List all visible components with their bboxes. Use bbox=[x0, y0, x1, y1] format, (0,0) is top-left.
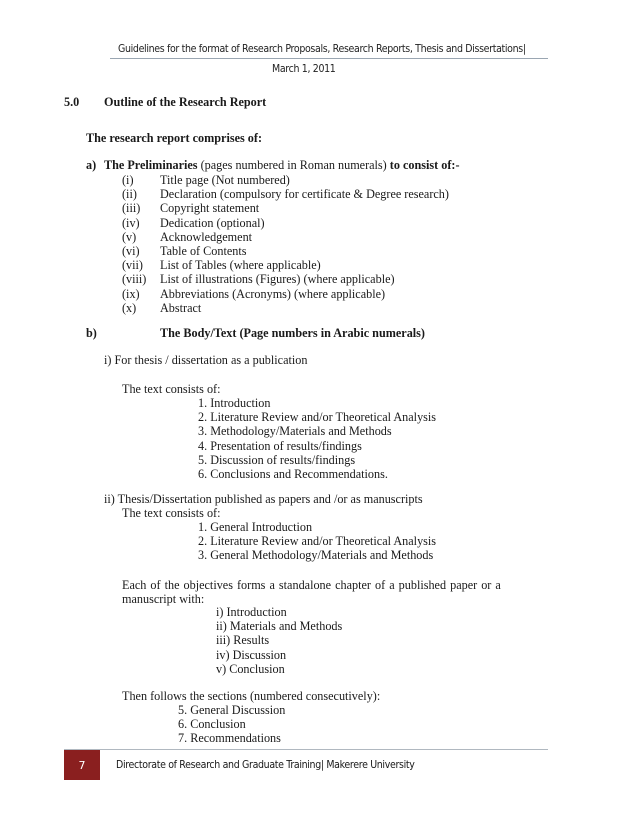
footer-rule bbox=[64, 749, 548, 750]
section-item: 7. Recommendations bbox=[178, 731, 281, 746]
part2-paragraph-line2: manuscript with: bbox=[122, 592, 205, 606]
footer-text: Directorate of Research and Graduate Training| Makerere University bbox=[116, 758, 415, 771]
body-title: The Body/Text (Page numbers in Arabic numerals) bbox=[160, 326, 425, 340]
running-header-title: Guidelines for the format of Research Proposals, Research Reports, Thesis and Dissertations| bbox=[118, 42, 526, 55]
part2-consists: The text consists of: bbox=[122, 506, 221, 520]
prelim-item-number: (v) bbox=[122, 229, 137, 244]
sub-item: ii) Materials and Methods bbox=[216, 619, 343, 634]
part1-item: 2. Literature Review and/or Theoretical Analysis bbox=[198, 410, 437, 425]
header-rule bbox=[110, 58, 548, 59]
prelim-heading bbox=[104, 158, 460, 172]
prelim-item-text: Abstract bbox=[160, 300, 202, 315]
section-title: Outline of the Research Report bbox=[104, 95, 267, 109]
part2-item: 3. General Methodology/Materials and Methods bbox=[198, 548, 434, 563]
part1-consists: The text consists of: bbox=[122, 382, 221, 396]
prelim-consist: to consist of:- bbox=[389, 158, 460, 172]
prelim-item-text: List of illustrations (Figures) (where applicable) bbox=[160, 272, 395, 287]
part1-item: 4. Presentation of results/findings bbox=[198, 438, 362, 453]
intro-text: The research report comprises of: bbox=[86, 131, 262, 145]
prelim-item-text: Abbreviations (Acronyms) (where applicable) bbox=[160, 286, 386, 301]
part2-item: 1. General Introduction bbox=[198, 520, 313, 534]
prelim-item-text: Dedication (optional) bbox=[160, 215, 265, 230]
part1-item: 3. Methodology/Materials and Methods bbox=[198, 424, 392, 439]
prelim-item-number: (ii) bbox=[122, 187, 137, 202]
prelim-letter: a) bbox=[86, 158, 97, 172]
prelim-item-number: (i) bbox=[122, 173, 134, 187]
page-number: 7 bbox=[78, 758, 86, 772]
part2-paragraph-line1: Each of the objectives forms a standalone chapter of a published paper or a bbox=[122, 578, 501, 592]
prelim-item-number: (vi) bbox=[122, 244, 140, 258]
header-date: March 1, 2011 bbox=[272, 62, 336, 75]
prelim-item-number: (x) bbox=[122, 300, 137, 315]
sub-item: iv) Discussion bbox=[216, 647, 287, 662]
section-item: 6. Conclusion bbox=[178, 717, 246, 732]
prelim-item-text: Copyright statement bbox=[160, 201, 260, 216]
prelim-item-text: Acknowledgement bbox=[160, 229, 253, 244]
part2-item: 2. Literature Review and/or Theoretical Analysis bbox=[198, 534, 437, 549]
section-item: 5. General Discussion bbox=[178, 703, 286, 717]
prelim-item-number: (viii) bbox=[122, 272, 147, 287]
prelim-note: (pages numbered in Roman numerals) bbox=[197, 158, 390, 172]
prelim-item-number: (vii) bbox=[122, 258, 143, 273]
prelim-item-number: (ix) bbox=[122, 286, 140, 301]
part2-heading: ii) Thesis/Dissertation published as papers and /or as manuscripts bbox=[104, 492, 423, 506]
sub-item: iii) Results bbox=[216, 633, 270, 648]
prelim-item-text: Title page (Not numbered) bbox=[160, 173, 290, 187]
page-number-badge bbox=[64, 750, 100, 780]
part1-item: 5. Discussion of results/findings bbox=[198, 452, 356, 467]
then-text: Then follows the sections (numbered consecutively): bbox=[122, 689, 381, 703]
body-letter: b) bbox=[86, 326, 97, 340]
prelim-item-text: Table of Contents bbox=[160, 244, 247, 258]
sub-item: v) Conclusion bbox=[216, 661, 285, 676]
prelim-item-text: List of Tables (where applicable) bbox=[160, 258, 321, 273]
part1-item: 1. Introduction bbox=[198, 396, 271, 410]
prelim-title: The Preliminaries bbox=[104, 158, 198, 172]
prelim-item-number: (iv) bbox=[122, 215, 140, 230]
part1-item: 6. Conclusions and Recommendations. bbox=[198, 467, 388, 481]
sub-item: i) Introduction bbox=[216, 605, 287, 619]
part1-heading: i) For thesis / dissertation as a publication bbox=[104, 353, 308, 367]
prelim-item-number: (iii) bbox=[122, 201, 141, 216]
prelim-item-text: Declaration (compulsory for certificate & Degree research) bbox=[160, 187, 449, 202]
section-number: 5.0 bbox=[64, 95, 80, 109]
